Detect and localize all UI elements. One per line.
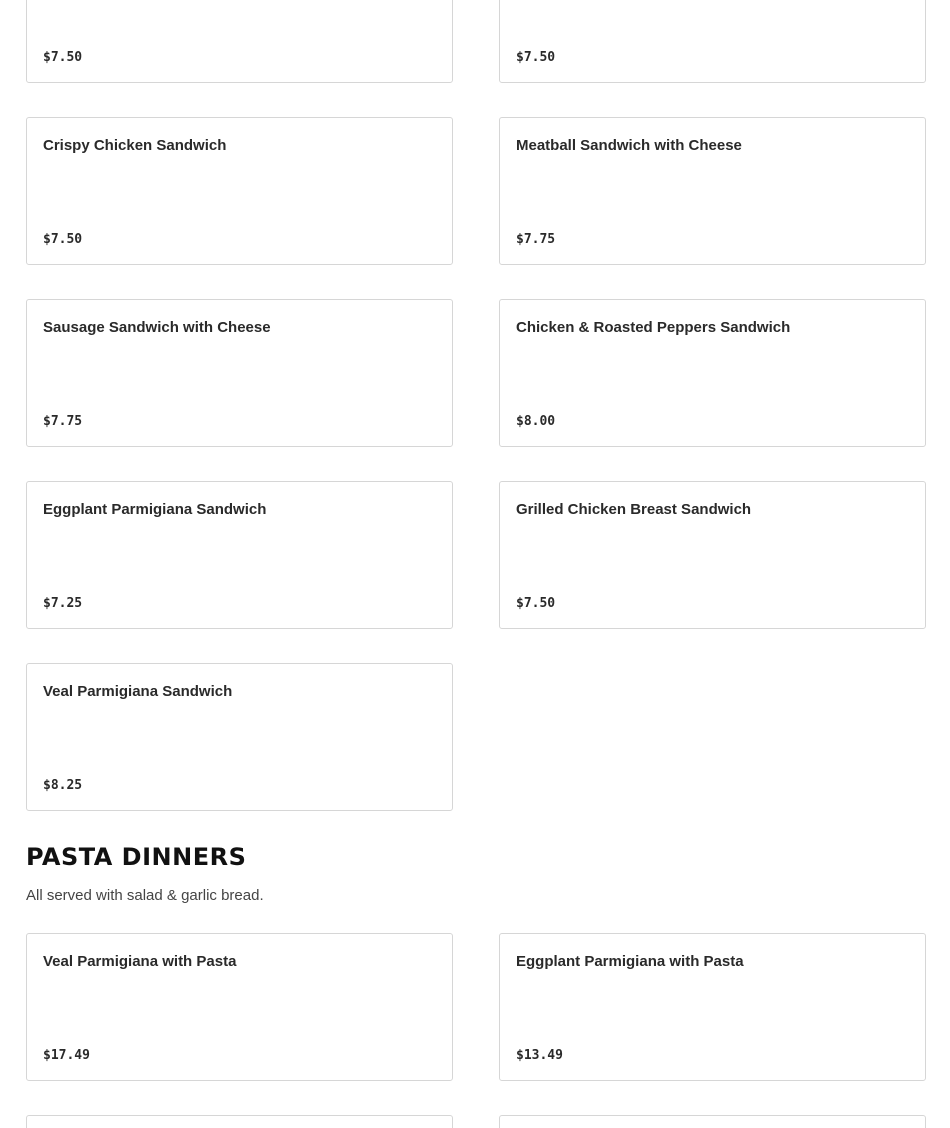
menu-item-name: Chicken & Roasted Peppers Sandwich	[516, 319, 791, 336]
menu-item-name: Veal Parmigiana with Pasta	[43, 953, 237, 970]
menu-item-name: Eggplant Parmigiana Sandwich	[43, 501, 267, 518]
menu-item-price: $17.49	[43, 1048, 90, 1063]
menu-item-price: $8.25	[43, 778, 83, 793]
menu-item-price: $8.00	[516, 414, 556, 429]
menu-item-card[interactable]	[499, 933, 926, 1081]
menu-item-price: $7.25	[43, 596, 83, 611]
menu-item-name: Crispy Chicken Sandwich	[43, 137, 227, 154]
section-title: PASTA DINNERS	[26, 843, 247, 871]
menu-item-name: Grilled Chicken Breast Sandwich	[516, 501, 752, 518]
menu-item-price: $13.49	[516, 1048, 563, 1063]
menu-item-card[interactable]	[499, 1115, 926, 1128]
section-subtitle: All served with salad & garlic bread.	[26, 887, 264, 904]
menu-item-card[interactable]	[26, 481, 453, 629]
menu-item-price: $7.50	[43, 50, 83, 65]
menu-item-card[interactable]	[26, 933, 453, 1081]
menu-item-name: Eggplant Parmigiana with Pasta	[516, 953, 744, 970]
menu-item-name: Sausage Sandwich with Cheese	[43, 319, 271, 336]
menu-item-card[interactable]	[26, 1115, 453, 1128]
menu-item-price: $7.50	[43, 232, 83, 247]
menu-item-card[interactable]	[499, 0, 926, 83]
menu-item-name: Veal Parmigiana Sandwich	[43, 683, 233, 700]
menu-item-card[interactable]	[26, 299, 453, 447]
menu-item-price: $7.75	[43, 414, 83, 429]
menu-item-price: $7.50	[516, 50, 556, 65]
menu-item-card[interactable]	[26, 663, 453, 811]
menu-item-price: $7.50	[516, 596, 556, 611]
menu-item-card[interactable]	[26, 117, 453, 265]
menu-item-name: Meatball Sandwich with Cheese	[516, 137, 742, 154]
menu-item-price: $7.75	[516, 232, 556, 247]
menu-item-card[interactable]	[499, 481, 926, 629]
menu-item-card[interactable]	[499, 117, 926, 265]
menu-item-card[interactable]	[499, 299, 926, 447]
menu-item-card[interactable]	[26, 0, 453, 83]
